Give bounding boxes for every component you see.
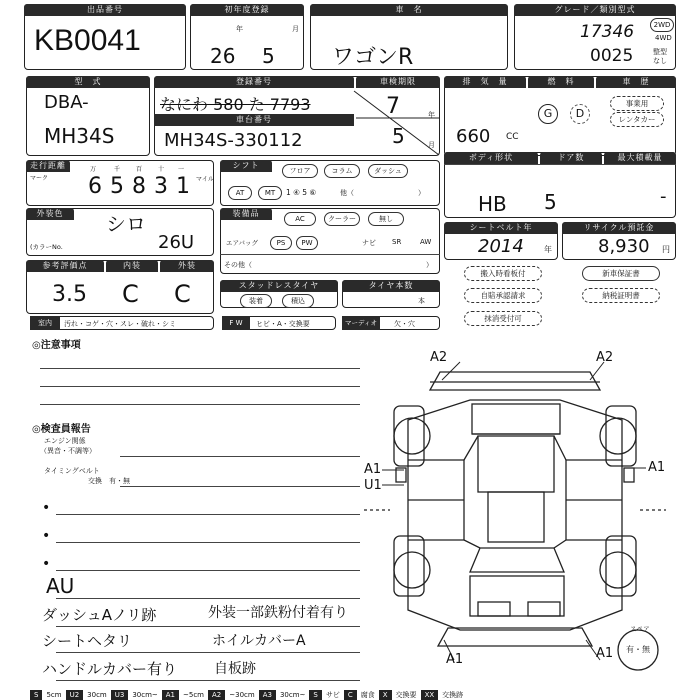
legend-key-7: S [309, 690, 321, 700]
drive-none: 整型なし [653, 48, 667, 65]
note-line-1 [56, 514, 360, 515]
doors-label: ドア数 [540, 152, 602, 164]
year-unit: 年 [236, 25, 243, 33]
equip-label: 装備品 [220, 208, 272, 220]
interior-cond-label: 室内 [30, 316, 60, 330]
unit-man: 万 [90, 166, 97, 173]
legend-key-3: U3 [111, 690, 129, 700]
capacity-label: 最大積載量 [604, 152, 676, 164]
doc-5: 抹消受付可 [464, 311, 542, 326]
exterior-label: 外装 [160, 260, 214, 272]
unit-hyaku: 百 [136, 166, 143, 173]
belt-label: シートベルト年 [444, 222, 558, 234]
diagram-label-a1-bottom-left: A1 [446, 652, 464, 667]
note-line-6 [56, 652, 360, 653]
model-name-label: 車 名 [310, 4, 508, 16]
caution-line-3 [40, 404, 360, 405]
legend-val-8: 腐食 [360, 691, 375, 699]
interior-cond-items: 汚れ・コゲ・穴・スレ・破れ・シミ [64, 320, 176, 328]
equip-sr: SR [392, 238, 402, 246]
legend-val-1: 5cm [46, 691, 62, 699]
legend-key-6: A3 [259, 690, 276, 700]
studless-label: スタッドレスタイヤ [220, 280, 338, 292]
unit-sen: 千 [114, 166, 121, 173]
row3-divider [444, 164, 676, 165]
color-no-value: 26U [158, 232, 195, 253]
drive-4wd: 4WD [655, 34, 672, 42]
cc-unit: CC [506, 132, 519, 142]
inspection-month: 5 [392, 124, 405, 148]
chassis-label: 車台番号 [154, 114, 354, 126]
doc-3: 自賠承認請求 [464, 288, 542, 303]
digit-2: 5 [110, 174, 124, 199]
note-hw-1: AU [46, 574, 75, 598]
fuel-g: G [538, 104, 558, 124]
diagram-label-u1-left: U1 [364, 478, 382, 493]
studless-opt2: 積込 [282, 294, 314, 308]
first-reg-year: 26 [210, 44, 236, 68]
muffler-label: マーディオ [342, 316, 380, 330]
displacement-label: 排 気 量 [444, 76, 526, 88]
usage-rental: レンタカー [610, 112, 664, 127]
tire-label: タイヤ本数 [342, 280, 440, 292]
shift-gears: 1 ④ 5 ⑥ [286, 188, 317, 197]
legend-key-10: XX [421, 690, 439, 700]
legend-val-9: 交換要 [395, 691, 417, 699]
inspector-title: ◎検査員報告 [32, 424, 91, 435]
equip-none: 無し [368, 212, 404, 226]
grade-top: 17346 [580, 22, 635, 42]
engine-label: エンジン関係 [44, 437, 86, 445]
recycle-value: 8,930 [598, 236, 650, 257]
caution-line-1 [40, 368, 360, 369]
legend-key-9: X [379, 690, 392, 700]
engine-line [120, 456, 360, 457]
note-line-2 [56, 542, 360, 543]
fuel-label: 燃 料 [528, 76, 594, 88]
digit-4: 3 [154, 174, 168, 199]
usage-business: 事業用 [610, 96, 664, 111]
drive-2wd: 2WD [650, 18, 674, 32]
belt-value: 2014 [478, 236, 524, 257]
doors-value: 5 [544, 190, 557, 214]
diagram-label-a2-right: A2 [596, 350, 614, 365]
legend-key-5: A2 [208, 690, 225, 700]
type-line2: MH34S [44, 124, 115, 148]
color-value: シロ [106, 212, 146, 236]
first-reg-label: 初年度登録 [190, 4, 304, 16]
interior-value: C [122, 280, 139, 308]
fuel-d: D [570, 104, 590, 124]
inspection-label: 車検期限 [356, 76, 440, 88]
legend-val-3: 30cm~ [132, 691, 158, 699]
note-line-3 [56, 570, 360, 571]
legend-key-1: S [30, 690, 42, 700]
equip-airbag: エアバッグ [226, 239, 258, 247]
displacement-value: 660 [456, 126, 491, 147]
shift-mt: MT [258, 186, 282, 200]
equip-aw: AW [420, 238, 432, 246]
equip-navi: ナビ [362, 239, 376, 247]
note-line-5 [56, 626, 360, 627]
recycle-label: リサイクル預託金 [562, 222, 676, 234]
equip-close: ） [426, 261, 433, 269]
score-label: 参考評価点 [26, 260, 104, 272]
color-label: 外装色 [26, 208, 74, 220]
note-line-7 [56, 680, 360, 681]
timing-label: タイミングベルト [44, 467, 100, 475]
mark-label: マーク [30, 175, 49, 182]
grade-label: グレード／類別型式 [514, 4, 676, 16]
bullet-1: • [42, 500, 51, 516]
grade-bottom: 0025 [590, 46, 634, 66]
tire-unit: 本 [418, 297, 425, 305]
bullet-3: • [42, 556, 51, 572]
type-line1: DBA- [44, 92, 89, 113]
legend-key-4: A1 [162, 690, 179, 700]
equip-cooler: クーラー [324, 212, 360, 226]
first-reg-month: 5 [262, 44, 275, 68]
legend-val-4: ~5cm [183, 691, 205, 699]
belt-unit: 年 [544, 245, 552, 254]
equip-ps: PS [270, 236, 292, 250]
equip-pw: PW [296, 236, 318, 250]
shift-other: 他（ [340, 189, 354, 197]
recycle-unit: 円 [662, 245, 670, 254]
score-value: 3.5 [52, 282, 87, 307]
timing-line [120, 486, 360, 487]
month-unit: 月 [292, 25, 299, 33]
diagram-label-a2-left: A2 [430, 350, 448, 365]
diagram-label-a1-bottom-right: A1 [596, 646, 614, 661]
doc-1: 搬入時看板付 [464, 266, 542, 281]
legend-key-8: C [344, 690, 357, 700]
fw-label: F W [222, 316, 250, 330]
digit-3: 8 [132, 174, 146, 199]
unit-ju: 十 [158, 166, 165, 173]
equip-ac: AC [284, 212, 316, 226]
legend-val-7: サビ [325, 691, 340, 699]
note-hw-4: ハンドルカバー有り [42, 660, 178, 678]
lot-id: KB0041 [34, 24, 141, 57]
legend-bar [30, 690, 676, 700]
studless-opt1: 装着 [240, 294, 272, 308]
timing-sub: 交換 有・無 [88, 477, 130, 485]
spare-value: 有・無 [626, 645, 650, 654]
doc-2: 新車保証書 [582, 266, 660, 281]
note-hw-r3: 自板跡 [214, 661, 256, 677]
doc-4: 納税証明書 [582, 288, 660, 303]
fw-items: ヒビ・A・交換要 [256, 320, 310, 328]
diagram-label-a1-left: A1 [364, 462, 382, 477]
legend-val-10: 交換跡 [442, 691, 464, 699]
spare-label: スペア [630, 625, 650, 633]
inspection-month-unit: 月 [428, 141, 435, 149]
caution-line-2 [40, 386, 360, 387]
interior-label: 内装 [106, 260, 158, 272]
legend-key-2: U2 [66, 690, 84, 700]
shift-at: AT [228, 186, 252, 200]
shift-close: ） [418, 189, 425, 197]
equip-divider [220, 254, 440, 255]
diagram-label-a1-right: A1 [648, 460, 666, 475]
lot-label: 出品番号 [24, 4, 186, 16]
inspection-year-unit: 年 [428, 111, 435, 119]
body-value: HB [478, 192, 507, 216]
capacity-value: - [660, 186, 667, 207]
caution-title: ◎注意事項 [32, 340, 81, 351]
color-no-label: (カラーNo. [30, 243, 63, 251]
body-label: ボディ形状 [444, 152, 538, 164]
shift-dash: ダッシュ [368, 164, 408, 178]
unit-mile: マイル [196, 176, 214, 183]
model-name: ワゴンR [332, 45, 414, 70]
note-hw-3: シートヘタリ [42, 632, 133, 650]
muffler-items: 欠・穴 [394, 320, 415, 328]
digit-5: 1 [176, 174, 190, 199]
reg-no-label: 登録番号 [154, 76, 354, 88]
type-label: 型 式 [26, 76, 150, 88]
legend-val-6: 30cm~ [279, 691, 306, 699]
digit-1: 6 [88, 174, 102, 199]
note-line-4 [56, 598, 360, 599]
chassis-value: MH34S-330112 [164, 130, 303, 151]
bullet-2: • [42, 528, 51, 544]
legend-val-2: 30cm [87, 691, 107, 699]
shift-label: シフト [220, 160, 272, 172]
equip-other: その他（ [224, 261, 252, 269]
shift-column: コラム [324, 164, 360, 178]
mileage-label: 走行距離 [26, 160, 70, 172]
note-hw-2: ダッシュAノリ跡 [42, 606, 157, 624]
exterior-value: C [174, 280, 191, 308]
inspection-year: 7 [386, 94, 400, 119]
engine-sub: （異音・不調等） [40, 447, 96, 455]
legend-val-5: ~30cm [229, 691, 255, 699]
note-hw-r1: 外装一部鉄粉付着有り [208, 605, 348, 621]
shift-floor: フロア [282, 164, 318, 178]
note-hw-r2: ホイルカバーA [212, 633, 306, 649]
unit-one: 一 [178, 166, 185, 173]
reg-no-value: なにわ 580 た 7793 [160, 95, 311, 114]
usage-label: 車 歴 [596, 76, 676, 88]
